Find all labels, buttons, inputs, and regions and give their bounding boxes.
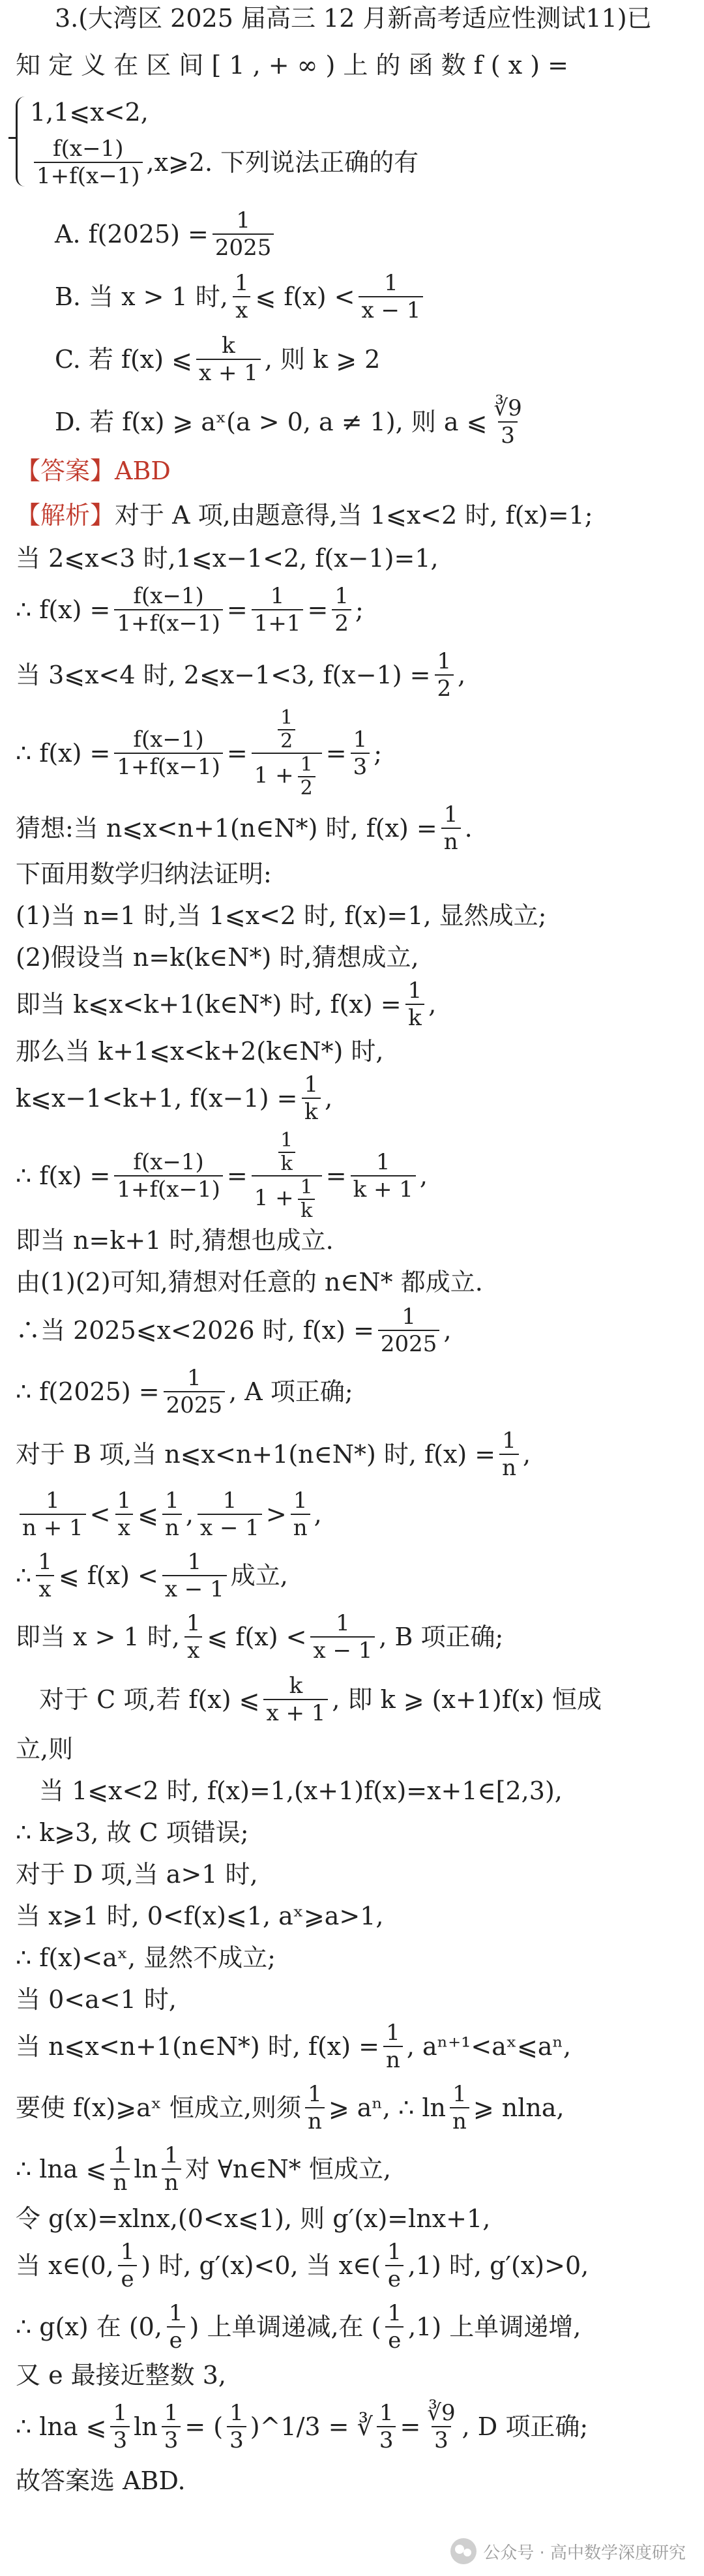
analysis-line-33: 令 g(x)=xlnx,(0<x⩽1), 则 g′(x)=lnx+1, [16,2204,491,2233]
analysis-line-4: 当 3⩽x<4 时, 2⩽x−1<3, f(x−1) = $\frac{1}{2}$ , [16,648,466,702]
analysis-line-5: ∴ f(x) = $\frac{f(x-1)}{1+f(x-1)}$ = $\frac{1}{2}$ 1 + $\frac{1}{2}$ = $\frac{1}{3}$ ; [16,706,383,800]
analysis-line-31: 要使 f(x)⩾aˣ 恒成立,则须 $\frac{1}{n}$ ⩾ aⁿ, ∴ ln $\frac{1}{n}$ ⩾ nlna, [16,2081,565,2134]
analysis-line-8: (1)当 n=1 时,当 1⩽x<2 时, f(x)=1, 显然成立; [16,901,547,930]
analysis-line-26: 对于 D 项,当 a>1 时, [16,1860,258,1889]
watermark [450,2538,686,2564]
analysis-line-21: 即当 x > 1 时, $\frac{1}{x}$ ⩽ f(x) < $\frac{1}{x - 1}$ , B 项正确; [16,1610,504,1664]
analysis-line-35: ∴ g(x) 在 (0, $\frac{1}{e}$ ) 上单调递减,在 ( $\frac{1}{e}$ ,1) 上单调递增, [16,2300,581,2354]
piecewise-case-1: 1,1⩽x<2, [30,98,149,127]
analysis-tag: 【解析】 [16,501,115,530]
analysis-line-12: k⩽x−1<k+1, f(x−1) = $\frac{1}{k}$ , [16,1071,333,1125]
piecewise-fraction: $\frac{f(x-1)}{1+f(x-1)}$ [34,136,143,189]
analysis-line-10: 即当 k⩽x<k+1(k∈N*) 时, f(x) = $\frac{1}{k}$ , [16,978,437,1031]
analysis-line-27: 当 x⩾1 时, 0<f(x)⩽1, aˣ⩾a>1, [16,1902,384,1930]
question-line-1: 3.(大湾区 2025 届高三 12 月新高考适应性测试11)已 [55,4,652,33]
analysis-line-37: ∴ lna ⩽ $\frac{1}{3}$ ln $\frac{1}{3}$ = ( $\frac{1}{3}$ )^1/3 = ∛ $\frac{1}{3}$ = $\frac{∛9}{3}$ , D 项正确; [16,2400,589,2453]
analysis-line-3: ∴ f(x) = $\frac{f(x-1)}{1+f(x-1)}$ = $\frac{1}{1+1}$ = $\frac{1}{2}$ ; [16,583,364,637]
analysis-line-19: $\frac{1}{n + 1}$ < $\frac{1}{x}$ ⩽ $\frac{1}{n}$ , $\frac{1}{x - 1}$ > $\frac{1}{n}$ , [16,1488,694,1540]
answer-tag: 【答案】 [16,457,115,485]
analysis-line-23: 立,则 [16,1735,74,1763]
option-c: C. 若 f(x) ⩽ $\frac{k}{x + 1}$ , 则 k ⩾ 2 [55,333,381,386]
analysis-line-7: 下面用数学归纳法证明: [16,860,272,888]
piecewise-brace [16,97,29,187]
analysis-line-2: 当 2⩽x<3 时,1⩽x−1<2, f(x−1)=1, [16,544,439,573]
analysis-line-22: 对于 C 项,若 f(x) ⩽ $\frac{k}{x + 1}$ , 即 k ⩾ (x+1)f(x) 恒成 [39,1673,602,1726]
analysis-line-16: ∴当 2025⩽x<2026 时, f(x) = $\frac{1}{2025}$ , [16,1304,452,1357]
analysis-line-30: 当 n⩽x<n+1(n∈N*) 时, f(x) = $\frac{1}{n}$ , aⁿ⁺¹<aˣ⩽aⁿ, [16,2020,572,2073]
analysis-line-20: ∴ $\frac{1}{x}$ ⩽ f(x) < $\frac{1}{x - 1}$ 成立, [16,1549,288,1602]
analysis-line-6: 猜想:当 n⩽x<n+1(n∈N*) 时, f(x) = $\frac{1}{n}$ . [16,801,473,855]
option-d: D. 若 f(x) ⩾ aˣ(a > 0, a ≠ 1), 则 a ⩽ $\frac{∛9}{3}$ [55,395,522,449]
analysis-line-36: 又 e 最接近整数 3, [16,2361,226,2389]
analysis-line-29: 当 0<a<1 时, [16,1985,177,2014]
wechat-icon [450,2538,477,2564]
analysis-line-1: 【解析】 对于 A 项,由题意得,当 1⩽x<2 时, f(x)=1; [16,501,593,530]
analysis-line-34: 当 x∈(0, $\frac{1}{e}$ ) 时, g′(x)<0, 当 x∈( $\frac{1}{e}$ ,1) 时, g′(x)>0, [16,2239,589,2292]
watermark-text: 公众号 · 高中数学深度研究 [483,2543,686,2563]
analysis-line-14: 即当 n=k+1 时,猜想也成立. [16,1226,334,1255]
analysis-line-32: ∴ lna ⩽ $\frac{1}{n}$ ln $\frac{1}{n}$ 对 ∀n∈N* 恒成立, [16,2142,391,2196]
question-line-2: 知 定 义 在 区 间 [ 1 , + ∞ ) 上 的 函 数 f ( x ) = [16,51,568,80]
answer-value: ABD [115,457,171,485]
option-a: A. f(2025) = $\frac{1}{2025}$ [55,210,694,258]
analysis-line-13: ∴ f(x) = $\frac{f(x-1)}{1+f(x-1)}$ = $\frac{1}{k}$ 1 + $\frac{1}{k}$ = $\frac{1}{k + 1}$ , [16,1129,428,1222]
analysis-line-9: (2)假设当 n=k(k∈N*) 时,猜想成立, [16,943,419,972]
analysis-line-24: 当 1⩽x<2 时, f(x)=1,(x+1)f(x)=x+1∈[2,3), [39,1776,563,1805]
piecewise-case-2: $\frac{f(x-1)}{1+f(x-1)}$ ,x⩾2. 下列说法正确的有 [30,140,694,185]
analysis-line-38: 故答案选 ABD. [16,2466,186,2495]
analysis-line-15: 由(1)(2)可知,猜想对任意的 n∈N* 都成立. [16,1268,483,1296]
analysis-line-17: ∴ f(2025) = $\frac{1}{2025}$ , A 项正确; [16,1365,353,1418]
option-b: B. 当 x > 1 时, $\frac{1}{x}$ ⩽ f(x) < $\frac{1}{x - 1}$ [55,273,694,321]
answer-line [16,457,694,485]
analysis-line-28: ∴ f(x)<aˣ, 显然不成立; [16,1943,276,1972]
analysis-line-18: 对于 B 项,当 n⩽x<n+1(n∈N*) 时, f(x) = $\frac{1}{n}$ , [16,1428,531,1481]
analysis-line-11: 那么当 k+1⩽x<k+2(k∈N*) 时, [16,1037,384,1066]
analysis-line-25: ∴ k⩾3, 故 C 项错误; [16,1818,249,1847]
